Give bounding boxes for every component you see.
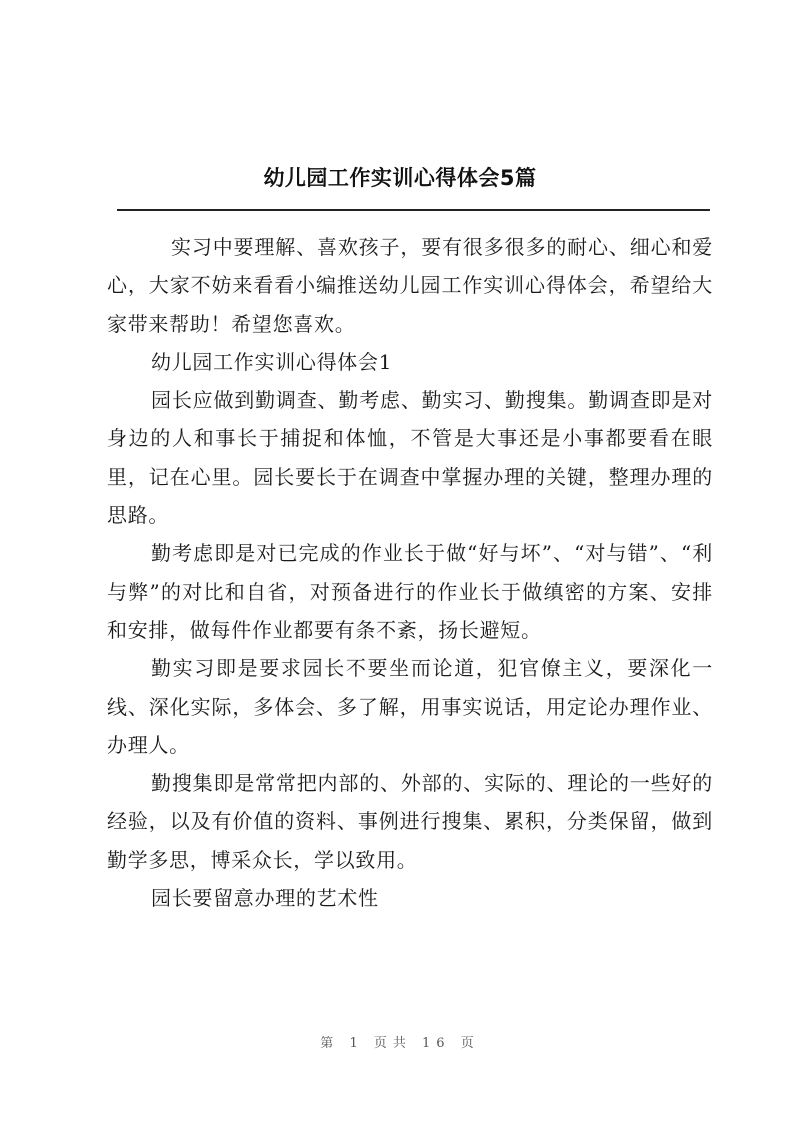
- footer-total-pages: 16: [422, 1036, 451, 1051]
- body-paragraph: 园长应做到勤调查、勤考虑、勤实习、勤搜集。勤调查即是对身边的人和事长于捕捉和体恤，不管是大事还是小事都要看在眼里，记在心里。园长要长于在调查中掌握办理的关键，整理办理的思路。: [107, 388, 713, 528]
- subsection-heading: 园长要留意办理的艺术性: [151, 886, 379, 911]
- footer-middle: 页共: [373, 1036, 412, 1051]
- document-title: 幼儿园工作实训心得体会5篇: [263, 166, 537, 190]
- body-paragraph: 勤搜集即是常常把内部的、外部的、实际的、理论的一些好的经验，以及有价值的资料、事例进行搜集、累积，分类保留，做到勤学多思，博采众长，学以致用。: [107, 771, 713, 872]
- title-divider: [117, 209, 710, 211]
- intro-paragraph: 实习中要理解、喜欢孩子，要有很多很多的耐心、细心和爱心，大家不妨来看看小编推送幼儿园工作实训心得体会，希望给大家带来帮助！希望您喜欢。: [107, 235, 713, 336]
- body-paragraph: 勤考虑即是对已完成的作业长于做“好与坏”、“对与错”、“利与弊”的对比和自省，对预备进行的作业长于做缜密的方案、安排和安排，做每件作业都要有条不紊，扬长避短。: [107, 541, 713, 642]
- section-heading: 幼儿园工作实训心得体会1: [151, 349, 393, 374]
- footer-prefix: 第: [320, 1036, 340, 1051]
- body-paragraph: 勤实习即是要求园长不要坐而论道，犯官僚主义，要深化一线、深化实际，多体会、多了解，用事实说话，用定论办理作业、办理人。: [107, 656, 713, 757]
- footer-suffix: 页: [460, 1036, 480, 1051]
- footer-page-number: 1: [349, 1036, 364, 1051]
- document-body: [107, 228, 713, 917]
- page-footer: [0, 1032, 800, 1051]
